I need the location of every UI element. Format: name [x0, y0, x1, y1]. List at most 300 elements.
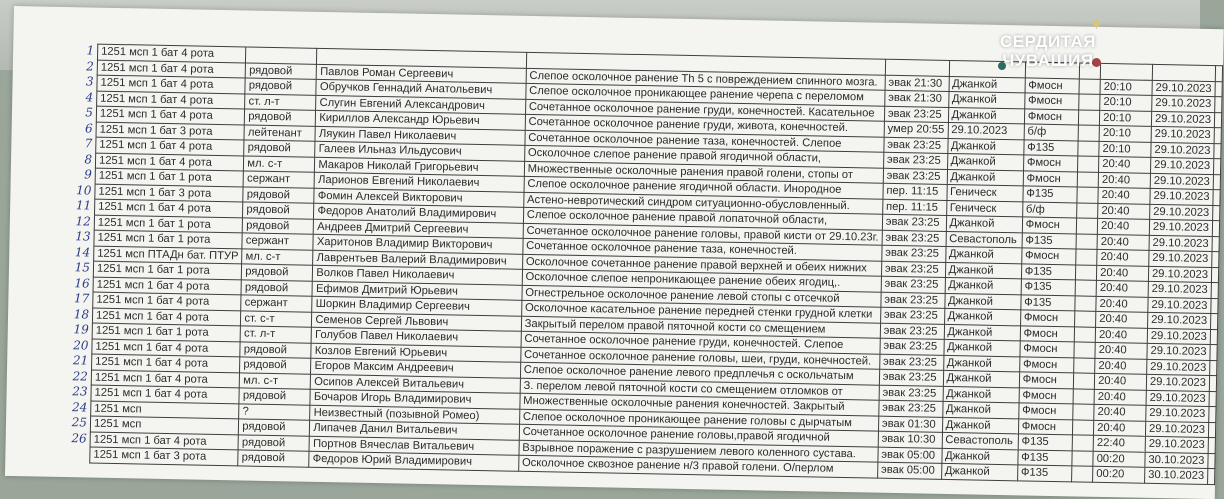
wound-cell: Осколочное слепое ранение правой ягодичной области,: [524, 145, 883, 167]
time-cell: 00:20: [1093, 466, 1145, 482]
time-cell: 20:40: [1097, 218, 1149, 234]
time-cell: 20:10: [1100, 79, 1152, 95]
row-number: 3: [85, 74, 94, 89]
sparkle-icon: ✦: [1088, 14, 1104, 34]
name-cell: Андреев Дмитрий Сергеевич: [314, 219, 524, 239]
place-cell: Джанкой: [941, 463, 1017, 480]
fm-cell: б/ф: [1024, 124, 1079, 141]
wound-cell: Сочетанное осколочное ранение головы, шеи, груди, конечностей.: [520, 347, 879, 369]
empty-cell: [1078, 125, 1099, 141]
unit-cell: 1251 мсп 1 бат 4 рота: [97, 60, 246, 78]
name-cell: Егоров Максим Андреевич: [311, 358, 521, 378]
rank-cell: мл. с-т: [242, 248, 313, 265]
unit-cell: 1251 мсп 1 бат 4 рота: [91, 370, 240, 388]
rank-cell: рядовой: [243, 217, 314, 234]
fm-cell: Фмосн: [1020, 341, 1075, 358]
date-cell: 30.10.2023: [1145, 452, 1208, 469]
name-cell: Фомин Алексей Викторович: [314, 188, 524, 208]
name-cell: Козлов Евгений Юрьевич: [311, 343, 521, 363]
trailing-cell: [1208, 438, 1215, 454]
date-cell: [1152, 64, 1215, 81]
date-cell: 29.10.2023: [1151, 126, 1214, 143]
place-cell: Джанкой: [949, 76, 1025, 93]
rank-cell: ст. л-т: [240, 326, 311, 343]
name-cell: Федоров Юрий Владимирович: [309, 451, 519, 471]
row-number: 21: [72, 353, 89, 368]
fm-cell: Ф135: [1017, 465, 1072, 482]
name-cell: Семенов Сергей Львович: [312, 312, 522, 332]
trailing-cell: [1214, 143, 1221, 159]
place-cell: Джанкой: [944, 308, 1020, 325]
rank-cell: мл. с-т: [240, 372, 311, 389]
time-cell: 20:40: [1094, 420, 1146, 436]
row-number: 8: [84, 151, 93, 167]
time-cell: 20:40: [1096, 311, 1148, 327]
row-number: 22: [72, 368, 89, 383]
wound-cell: Сочетанное осколочное ранение головы,правой ягодичной: [519, 424, 878, 446]
empty-cell: [1078, 109, 1099, 125]
place-cell: Джанкой: [943, 355, 1019, 372]
row-number: 9: [84, 167, 92, 182]
date-cell: 29.10.2023: [1147, 359, 1210, 376]
time-cell: [1100, 63, 1152, 79]
status-cell: эвак 23:25: [879, 400, 943, 417]
rank-cell: рядовой: [238, 450, 309, 467]
date-cell: 29.10.2023: [1146, 405, 1209, 422]
name-cell: Ларионов Евгений Николаевич: [314, 172, 524, 192]
fm-cell: Ф135: [1022, 232, 1077, 249]
fm-cell: Ф135: [1021, 263, 1076, 280]
table-wrapper: [89, 44, 1223, 485]
date-cell: 29.10.2023: [1146, 374, 1209, 391]
time-cell: 20:40: [1095, 342, 1147, 358]
wound-cell: Множественные осколочные ранения конечностей. Закрытый: [520, 393, 879, 415]
empty-cell: [1076, 233, 1097, 249]
status-cell: эвак 05:00: [878, 447, 942, 464]
fm-cell: Фмосн: [1018, 403, 1073, 420]
fm-cell: Ф135: [1023, 186, 1078, 203]
wound-cell: Множественные осколочные ранения правой голени, стопы от: [524, 161, 883, 183]
watermark-line1: СЕРДИТАЯ: [999, 32, 1096, 51]
time-cell: 20:40: [1097, 265, 1149, 281]
status-cell: эвак 23:25: [881, 261, 945, 278]
rank-cell: рядовой: [245, 109, 316, 126]
wound-cell: Взрывное поражение с разрушением левого коленного сустава.: [519, 440, 878, 462]
fm-cell: б/ф: [1022, 201, 1077, 218]
empty-cell: [1076, 249, 1097, 265]
time-cell: 20:40: [1094, 373, 1146, 389]
place-cell: Джанкой: [945, 277, 1021, 294]
rank-cell: рядовой: [242, 264, 313, 281]
time-cell: 20:40: [1097, 234, 1149, 250]
fm-cell: Фмосн: [1022, 217, 1077, 234]
trailing-cell: [1213, 159, 1220, 175]
empty-cell: [1079, 94, 1100, 110]
rank-cell: рядовой: [243, 202, 314, 219]
name-cell: Бочаров Игорь Владимирович: [310, 389, 520, 409]
name-cell: Голубов Павел Николаевич: [311, 327, 521, 347]
status-cell: эвак 23:25: [882, 245, 946, 262]
name-cell: Харитонов Владимир Викторович: [313, 234, 523, 254]
row-number: 11: [75, 198, 92, 213]
unit-cell: 1251 мсп 1 бат 4 рота: [92, 354, 241, 372]
row-number: 15: [74, 260, 91, 275]
unit-cell: 1251 мсп 1 бат 1 рота: [92, 323, 241, 341]
watermark-line2: ЧУВАШИЯ: [1002, 51, 1094, 70]
empty-cell: [1072, 450, 1093, 466]
name-cell: Слугин Евгений Александрович: [316, 95, 526, 115]
fm-cell: Ф135: [1021, 294, 1076, 311]
rank-cell: рядовой: [245, 62, 316, 79]
wound-cell: Слепое осколочное проникающее ранение черепа с переломом: [526, 83, 885, 105]
time-cell: 20:40: [1098, 172, 1150, 188]
fm-cell: Ф135: [1018, 434, 1073, 451]
date-cell: 29.10.2023: [1148, 281, 1211, 298]
wound-cell: Сочетанное осколочное ранение груди, живота, конечностей.: [525, 114, 884, 136]
place-cell: Джанкой: [942, 401, 1018, 418]
date-cell: 29.10.2023: [1149, 250, 1212, 267]
rank-cell: сержант: [241, 295, 312, 312]
wound-cell: Слепое осколочное ранение левого предплечья с оскольчатым: [520, 362, 879, 384]
fm-cell: Фмосн: [1024, 108, 1079, 125]
trailing-cell: [1210, 329, 1217, 345]
date-cell: 29.10.2023: [1152, 80, 1215, 97]
trailing-cell: [1208, 469, 1215, 485]
name-cell: Галеев Ильназ Ильдусович: [315, 141, 525, 161]
time-cell: 20:40: [1098, 203, 1150, 219]
unit-cell: 1251 мсп: [90, 416, 239, 434]
date-cell: 29.10.2023: [1148, 297, 1211, 314]
empty-cell: [1077, 187, 1098, 203]
row-number: 17: [73, 291, 90, 306]
date-cell: 29.10.2023: [1150, 204, 1213, 221]
trailing-cell: [1214, 128, 1221, 144]
wound-cell: Осколочное касательное ранение передней стенки грудной клетки: [521, 300, 880, 322]
trailing-cell: [1210, 360, 1217, 376]
row-number: 24: [71, 399, 88, 414]
unit-cell: 1251 мсп: [91, 401, 240, 419]
row-number: 1: [86, 43, 95, 58]
wound-cell: Слепое осколочное проникающее ранение головы с дырчатым: [519, 409, 878, 431]
name-cell: Кириллов Александр Юрьевич: [316, 110, 526, 130]
unit-cell: 1251 мсп 1 бат 3 рота: [90, 447, 239, 465]
empty-cell: [1079, 78, 1100, 94]
empty-cell: [1074, 311, 1095, 327]
rank-cell: рядовой: [240, 357, 311, 374]
name-cell: Федоров Анатолий Владимирович: [314, 203, 524, 223]
place-cell: Джанкой: [947, 138, 1023, 155]
status-cell: эвак 23:25: [880, 338, 944, 355]
trailing-cell: [1211, 267, 1218, 283]
status-cell: пер. 11:15: [883, 183, 947, 200]
status-cell: эвак 23:25: [882, 230, 946, 247]
unit-cell: 1251 мсп 1 бат 4 рота: [96, 137, 245, 155]
trailing-cell: [1215, 97, 1222, 113]
fm-cell: Фмосн: [1025, 77, 1080, 94]
empty-cell: [1073, 404, 1094, 420]
status-cell: эвак 23:25: [883, 168, 947, 185]
time-cell: 20:40: [1094, 404, 1146, 420]
name-cell: Неизвестный (позывной Ромео): [310, 405, 520, 425]
status-cell: эвак 23:25: [879, 369, 943, 386]
wound-cell: Астено-невротический синдром ситуационно-обусловленный.: [523, 192, 882, 214]
row-number: 14: [74, 244, 91, 260]
unit-cell: 1251 мсп 1 бат 4 рота: [92, 308, 241, 326]
trailing-cell: [1211, 283, 1218, 299]
name-cell: Липачев Данил Витальевич: [310, 420, 520, 440]
empty-cell: [1072, 435, 1093, 451]
trailing-cell: [1215, 81, 1222, 97]
casualty-table: [89, 44, 1223, 485]
place-cell: Джанкой: [943, 339, 1019, 356]
name-cell: Макаров Николай Григорьевич: [315, 157, 525, 177]
fm-cell: Фмосн: [1020, 325, 1075, 342]
time-cell: 20:40: [1099, 156, 1151, 172]
place-cell: Джанкой: [943, 386, 1019, 403]
rank-cell: мл. с-т: [244, 155, 315, 172]
place-cell: Джанкой: [942, 417, 1018, 434]
date-cell: 29.10.2023: [1147, 343, 1210, 360]
empty-cell: [1074, 326, 1095, 342]
time-cell: 20:10: [1099, 141, 1151, 157]
trailing-cell: [1213, 174, 1220, 190]
trailing-cell: [1210, 345, 1217, 361]
status-cell: пер. 11:15: [882, 199, 946, 216]
wound-cell: Слепое осколочное ранение Th 5 с повреждением спинного мозга.: [526, 68, 885, 90]
unit-cell: 1251 мсп 1 бат 4 рота: [93, 292, 242, 310]
unit-cell: 1251 мсп 1 бат 1 рота: [95, 168, 244, 186]
row-number: 2: [86, 58, 94, 74]
date-cell: 29.10.2023: [1147, 328, 1210, 345]
fm-cell: Фмосн: [1024, 93, 1079, 110]
row-number: 18: [73, 306, 90, 321]
row-number: 6: [84, 120, 93, 136]
date-cell: 29.10.2023: [1148, 266, 1211, 283]
unit-cell: 1251 мсп 1 бат 4 рота: [96, 106, 245, 124]
empty-cell: [1074, 357, 1095, 373]
rank-cell: рядовой: [239, 419, 310, 436]
wound-cell: Слепое осколочное ранение ягодичной области. Инородное: [524, 176, 883, 198]
status-cell: эвак 10:30: [878, 431, 942, 448]
place-cell: Джанкой: [944, 293, 1020, 310]
place-cell: Джанкой: [948, 107, 1024, 124]
row-number: 7: [84, 136, 93, 151]
row-number: 5: [85, 105, 94, 120]
status-cell: эвак 23:25: [884, 137, 948, 154]
empty-cell: [1078, 140, 1099, 156]
rank-cell: рядовой: [239, 388, 310, 405]
trailing-cell: [1212, 252, 1219, 268]
wound-cell: Сочетанное осколочное ранение таза, конечностей.: [523, 238, 882, 260]
rank-cell: рядовой: [240, 341, 311, 358]
time-cell: 20:40: [1094, 389, 1146, 405]
empty-cell: [1072, 419, 1093, 435]
status-cell: эвак 23:25: [880, 323, 944, 340]
time-cell: 00:20: [1093, 451, 1145, 467]
status-cell: эвак 21:30: [885, 90, 949, 107]
unit-cell: 1251 мсп ПТАДн бат. ПТУР: [94, 246, 243, 264]
fm-cell: Ф135: [1021, 279, 1076, 296]
empty-cell: [1075, 264, 1096, 280]
date-cell: 29.10.2023: [1150, 188, 1213, 205]
trailing-cell: [1214, 112, 1221, 128]
trailing-cell: [1208, 453, 1215, 469]
row-number: 20: [73, 337, 89, 352]
status-cell: умер 20:55: [884, 121, 948, 138]
time-cell: 20:10: [1100, 110, 1152, 126]
empty-cell: [1076, 218, 1097, 234]
wound-cell: Сочетанное осколочное ранение таза, конечностей. Слепое: [525, 130, 884, 152]
unit-cell: 1251 мсп 1 бат 4 рота: [95, 199, 244, 217]
date-cell: 29.10.2023: [1149, 235, 1212, 252]
date-cell: 29.10.2023: [1145, 421, 1208, 438]
date-cell: 30.10.2023: [1145, 467, 1208, 484]
time-cell: 20:40: [1095, 358, 1147, 374]
rank-cell: рядовой: [243, 186, 314, 203]
fm-cell: Фмосн: [1019, 387, 1074, 404]
wound-cell: Осколочное сочетанное ранение правой верхней и обеих нижних: [522, 254, 881, 276]
rank-cell: ст. л-т: [245, 93, 316, 110]
wound-cell: З. перелом левой пяточной кости со смещением отломков от: [520, 378, 879, 400]
status-cell: эвак 23:25: [881, 292, 945, 309]
fm-cell: Фмосн: [1023, 155, 1078, 172]
wound-cell: Закрытый перелом правой пяточной кости со смещением: [521, 316, 880, 338]
trailing-cell: [1209, 391, 1216, 407]
place-cell: Джанкой: [941, 448, 1017, 465]
rank-cell: рядовой: [244, 140, 315, 157]
unit-cell: 1251 мсп 1 бат 4 рота: [97, 75, 246, 93]
status-cell: эвак 23:25: [879, 385, 943, 402]
unit-cell: 1251 мсп 1 бат 4 рота: [93, 277, 242, 295]
empty-cell: [1077, 171, 1098, 187]
rank-cell: лейтенант: [244, 124, 315, 141]
fm-cell: Фмосн: [1023, 170, 1078, 187]
trailing-cell: [1213, 205, 1220, 221]
row-number: 4: [85, 89, 94, 105]
wound-cell: Осколочное сквозное ранение н/3 правой голени. О/перлом: [518, 455, 877, 477]
empty-cell: [1073, 373, 1094, 389]
time-cell: 20:10: [1099, 125, 1151, 141]
date-cell: 29.10.2023: [1145, 436, 1208, 453]
date-cell: 29.10.2023: [1150, 173, 1213, 190]
row-number: 13: [75, 229, 91, 244]
name-cell: Ляукин Павел Николаевич: [315, 126, 525, 146]
place-cell: 29.10.2023: [948, 122, 1024, 139]
status-cell: эвак 05:00: [877, 462, 941, 479]
fm-cell: Фмосн: [1019, 372, 1074, 389]
place-cell: Геническ: [946, 200, 1022, 217]
date-cell: 29.10.2023: [1152, 95, 1215, 112]
fm-cell: Ф135: [1024, 139, 1079, 156]
date-cell: 29.10.2023: [1149, 219, 1212, 236]
place-cell: Джанкой: [948, 91, 1024, 108]
place-cell: Джанкой: [947, 153, 1023, 170]
empty-cell: [1073, 388, 1094, 404]
trailing-cell: [1211, 314, 1218, 330]
unit-cell: 1251 мсп 1 бат 1 рота: [94, 215, 243, 233]
name-cell: Обручков Геннадий Анатольевич: [316, 79, 526, 99]
unit-cell: 1251 мсп 1 бат 3 рота: [96, 122, 245, 140]
row-number: 25: [71, 415, 88, 430]
status-cell: эвак 21:30: [885, 75, 949, 92]
fm-cell: Ф135: [1018, 449, 1073, 466]
trailing-cell: [1212, 236, 1219, 252]
date-cell: 29.10.2023: [1151, 111, 1214, 128]
empty-cell: [1075, 295, 1096, 311]
wound-cell: Сочетанное осколочное ранение груди, конечностей. Касательное: [525, 99, 884, 121]
row-number: 19: [73, 322, 89, 337]
wound-cell: Сочетанное осколочное ранение головы, правой кисти от 29.10.23г.: [523, 223, 882, 245]
trailing-cell: [1211, 298, 1218, 314]
time-cell: 20:40: [1096, 280, 1148, 296]
time-cell: 22:40: [1093, 435, 1145, 451]
name-cell: Ефимов Дмитрий Юрьевич: [312, 281, 522, 301]
row-number: 23: [72, 384, 88, 399]
status-cell: эвак 23:25: [881, 276, 945, 293]
empty-cell: [1071, 466, 1092, 482]
empty-cell: [1075, 280, 1096, 296]
trailing-cell: [1208, 422, 1215, 438]
rank-cell: ?: [239, 403, 310, 420]
fm-cell: Фмосн: [1021, 248, 1076, 265]
place-cell: Джанкой: [945, 262, 1021, 279]
status-cell: эвак 23:25: [879, 354, 943, 371]
time-cell: 20:40: [1095, 327, 1147, 343]
row-number: 10: [76, 182, 92, 198]
place-cell: Джанкой: [943, 370, 1019, 387]
date-cell: 29.10.2023: [1151, 142, 1214, 159]
rank-cell: рядовой: [241, 279, 312, 296]
name-cell: Осипов Алексей Витальевич: [311, 374, 521, 394]
unit-cell: 1251 мсп 1 бат 4 рота: [97, 44, 246, 62]
date-cell: 29.10.2023: [1150, 157, 1213, 174]
time-cell: 20:40: [1098, 187, 1150, 203]
unit-cell: 1251 мсп 1 бат 4 рота: [95, 153, 244, 171]
empty-cell: [1074, 342, 1095, 358]
watermark-logo: [1000, 32, 1096, 70]
empty-cell: [1077, 202, 1098, 218]
place-cell: Джанкой: [945, 246, 1021, 263]
status-cell: эвак 23:25: [883, 152, 947, 169]
fm-cell: Фмосн: [1019, 356, 1074, 373]
unit-cell: 1251 мсп 1 бат 3 рота: [95, 184, 244, 202]
unit-cell: 1251 мсп 1 бат 4 рота: [97, 91, 246, 109]
row-number: 26: [71, 430, 87, 445]
place-cell: Севастополь: [942, 432, 1018, 449]
time-cell: 20:40: [1096, 296, 1148, 312]
place-cell: Геническ: [946, 184, 1022, 201]
unit-cell: 1251 мсп 1 бат 4 рота: [92, 339, 241, 357]
rank-cell: сержант: [243, 171, 314, 188]
status-cell: эвак 23:25: [880, 307, 944, 324]
unit-cell: 1251 мсп 1 бат 4 рота: [91, 385, 240, 403]
rank-cell: ст. с-т: [241, 310, 312, 327]
name-cell: Портнов Вячеслав Витальевич: [309, 436, 519, 456]
fm-cell: Фмосн: [1018, 418, 1073, 435]
rank-cell: [246, 47, 317, 64]
unit-cell: 1251 мсп 1 бат 4 рота: [90, 432, 239, 450]
trailing-cell: [1209, 407, 1216, 423]
empty-cell: [1077, 156, 1098, 172]
name-cell: Шоркин Владимир Сергеевич: [312, 296, 522, 316]
status-cell: эвак 01:30: [878, 416, 942, 433]
status-cell: [885, 59, 949, 76]
rank-cell: рядовой: [245, 78, 316, 95]
row-number: 12: [75, 213, 92, 229]
paper-sheet: [5, 6, 1224, 499]
time-cell: 20:40: [1097, 249, 1149, 265]
place-cell: Джанкой: [944, 324, 1020, 341]
